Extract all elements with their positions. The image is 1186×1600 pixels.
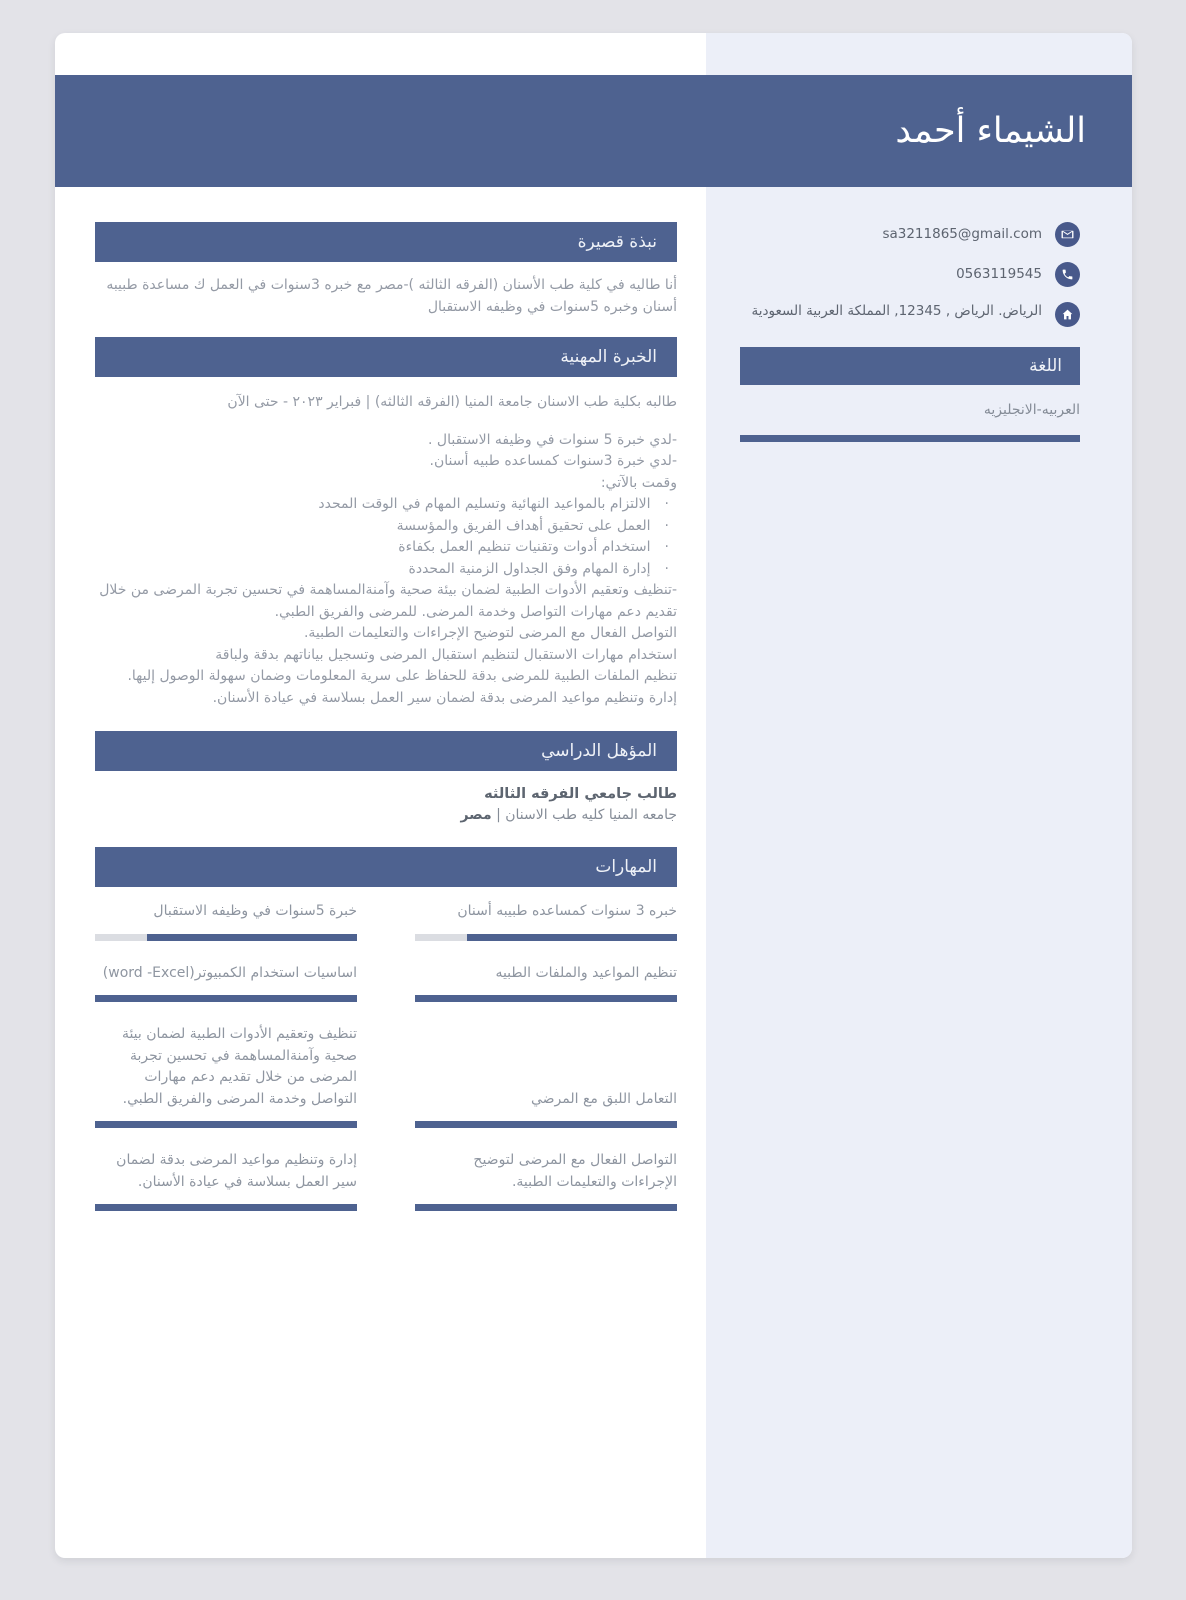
skill-meter-fill xyxy=(95,1204,357,1211)
skill-label: تنظيم المواعيد والملفات الطبيه xyxy=(495,964,677,981)
section-header-language: اللغة xyxy=(740,347,1080,385)
skills-grid xyxy=(95,901,677,1211)
home-icon xyxy=(1055,302,1080,327)
header-band xyxy=(55,75,1132,187)
contact-phone: 0563119545 xyxy=(956,266,1042,282)
skill-label: اساسيات استخدام الكمبيوتر(word -Excel) xyxy=(102,964,357,981)
main-column xyxy=(95,222,677,1211)
skill-item xyxy=(415,901,677,941)
section-header-experience: الخبرة المهنية xyxy=(95,337,677,377)
experience-paragraph: -تنظيف وتعقيم الأدوات الطبية لضمان بيئة صحية وآمنةالمساهمة في تحسين تجربة المرضى من خلال تقديم دعم مهارات التواصل وخدمة المرضى. للمرضى والفريق الطبي. xyxy=(99,582,677,620)
section-header-education: المؤهل الدراسي xyxy=(95,731,677,771)
phone-icon xyxy=(1055,262,1080,287)
candidate-name: الشيماء أحمد xyxy=(895,111,1086,151)
experience-lines xyxy=(95,430,677,495)
skill-meter xyxy=(95,1204,357,1211)
experience-paragraph: تنظيم الملفات الطبية للمرضى بدقة للحفاظ على سرية المعلومات وضمان سهولة الوصول إليها. xyxy=(127,668,677,684)
contact-address-row xyxy=(740,302,1080,327)
email-icon xyxy=(1055,222,1080,247)
experience-bullets xyxy=(95,494,677,580)
sidebar xyxy=(706,222,1132,442)
skill-meter-fill xyxy=(415,1204,677,1211)
language-meter-fill xyxy=(740,435,1080,442)
education-school: جامعه المنيا كليه طب الاسنان | xyxy=(491,807,677,823)
skill-item xyxy=(95,1024,357,1128)
skill-label: خبرة 5سنوات في وظيفه الاستقبال xyxy=(153,903,357,919)
resume-page xyxy=(55,33,1132,1558)
section-header-summary: نبذة قصيرة xyxy=(95,222,677,262)
experience-paragraph: إدارة وتنظيم مواعيد المرضى بدقة لضمان سير العمل بسلاسة في عيادة الأسنان. xyxy=(212,689,677,706)
skill-meter-fill xyxy=(467,934,677,941)
language-label: العربيه-الانجليزيه xyxy=(983,402,1080,418)
skill-meter xyxy=(415,1121,677,1128)
skill-meter-fill xyxy=(95,995,357,1002)
bullet-text: استخدام أدوات وتقنيات تنظيم العمل بكفاءة xyxy=(398,539,651,555)
skill-label: التعامل اللبق مع المرضي xyxy=(530,1090,677,1107)
skill-meter xyxy=(415,995,677,1002)
skill-meter-fill xyxy=(415,995,677,1002)
section-header-skills: المهارات xyxy=(95,847,677,887)
bullet-item xyxy=(95,494,677,516)
skill-meter xyxy=(95,934,357,941)
contact-phone-row xyxy=(740,262,1080,287)
bullet-item xyxy=(95,516,677,538)
skill-item xyxy=(415,1150,677,1211)
bullet-dot-icon: · xyxy=(664,517,669,534)
skill-item xyxy=(95,1150,357,1211)
experience-role-line: طالبه بكلية طب الاسنان جامعة المنيا (الفرقه الثالثه) | فبراير ٢٠٢٣ - حتى الآن xyxy=(227,394,677,410)
education-degree: طالب جامعي الفرقه الثالثه xyxy=(484,786,677,802)
experience-line: -لدي خبرة 3سنوات كمساعده طبيه أسنان. xyxy=(429,453,677,469)
experience-paragraph: التواصل الفعال مع المرضى لتوضيح الإجراءات والتعليمات الطبية. xyxy=(303,625,677,641)
contact-address: الرياض. الرياض , 12345, المملكة العربية السعودية xyxy=(751,303,1042,319)
skill-meter-fill xyxy=(415,1121,677,1128)
bullet-dot-icon: · xyxy=(664,496,669,512)
experience-line: -لدي خبرة 5 سنوات في وظيفه الاستقبال . xyxy=(428,431,677,448)
bullet-text: العمل على تحقيق أهداف الفريق والمؤسسة xyxy=(396,517,651,534)
language-meter xyxy=(740,435,1080,442)
experience-line: وقمت بالآتي: xyxy=(600,474,677,491)
skill-label: التواصل الفعال مع المرضى لتوضيح الإجراءات والتعليمات الطبية. xyxy=(473,1152,677,1190)
bullet-item xyxy=(95,537,677,559)
education-school-line xyxy=(95,805,677,826)
skill-meter xyxy=(95,995,357,1002)
skill-label: تنظيف وتعقيم الأدوات الطبية لضمان بيئة صحية وآمنةالمساهمة في تحسين تجربة المرضى من خلال تقديم دعم مهارات التواصل وخدمة المرضى والفريق الطبي. xyxy=(121,1026,357,1107)
skill-label: خبره 3 سنوات كمساعده طبيبه أسنان xyxy=(457,903,677,919)
bullet-text: الالتزام بالمواعيد النهائية وتسليم المهام في الوقت المحدد xyxy=(318,496,651,512)
education-entry xyxy=(95,784,677,826)
contact-email: sa3211865@gmail.com xyxy=(882,226,1042,242)
bullet-dot-icon: · xyxy=(664,539,669,555)
contact-email-row xyxy=(740,222,1080,247)
skill-label: إدارة وتنظيم مواعيد المرضى بدقة لضمان سير العمل بسلاسة في عيادة الأسنان. xyxy=(116,1152,357,1190)
skill-item xyxy=(95,901,357,941)
skill-item xyxy=(415,1024,677,1128)
bullet-dot-icon: · xyxy=(664,560,669,577)
skill-item xyxy=(95,963,357,1003)
skill-item xyxy=(415,963,677,1003)
education-country: مصر xyxy=(460,807,492,823)
experience-paragraphs xyxy=(95,580,677,709)
bullet-text: إدارة المهام وفق الجداول الزمنية المحددة xyxy=(408,560,651,577)
bullet-item xyxy=(95,559,677,581)
skill-meter-fill xyxy=(147,934,357,941)
skill-meter xyxy=(95,1121,357,1128)
skill-meter xyxy=(415,934,677,941)
summary-text: أنا طاليه في كلية طب الأسنان (الفرقه الثالثه )-مصر مع خبره 3سنوات في العمل ك مساعدة طبيبه أسنان وخبره 5سنوات في وظيفه الاستقبال xyxy=(106,277,677,315)
skill-meter-fill xyxy=(95,1121,357,1128)
experience-paragraph: استخدام مهارات الاستقبال لتنظيم استقبال المرضى وتسجيل بياناتهم بدقة ولباقة xyxy=(215,646,677,663)
skill-meter xyxy=(415,1204,677,1211)
